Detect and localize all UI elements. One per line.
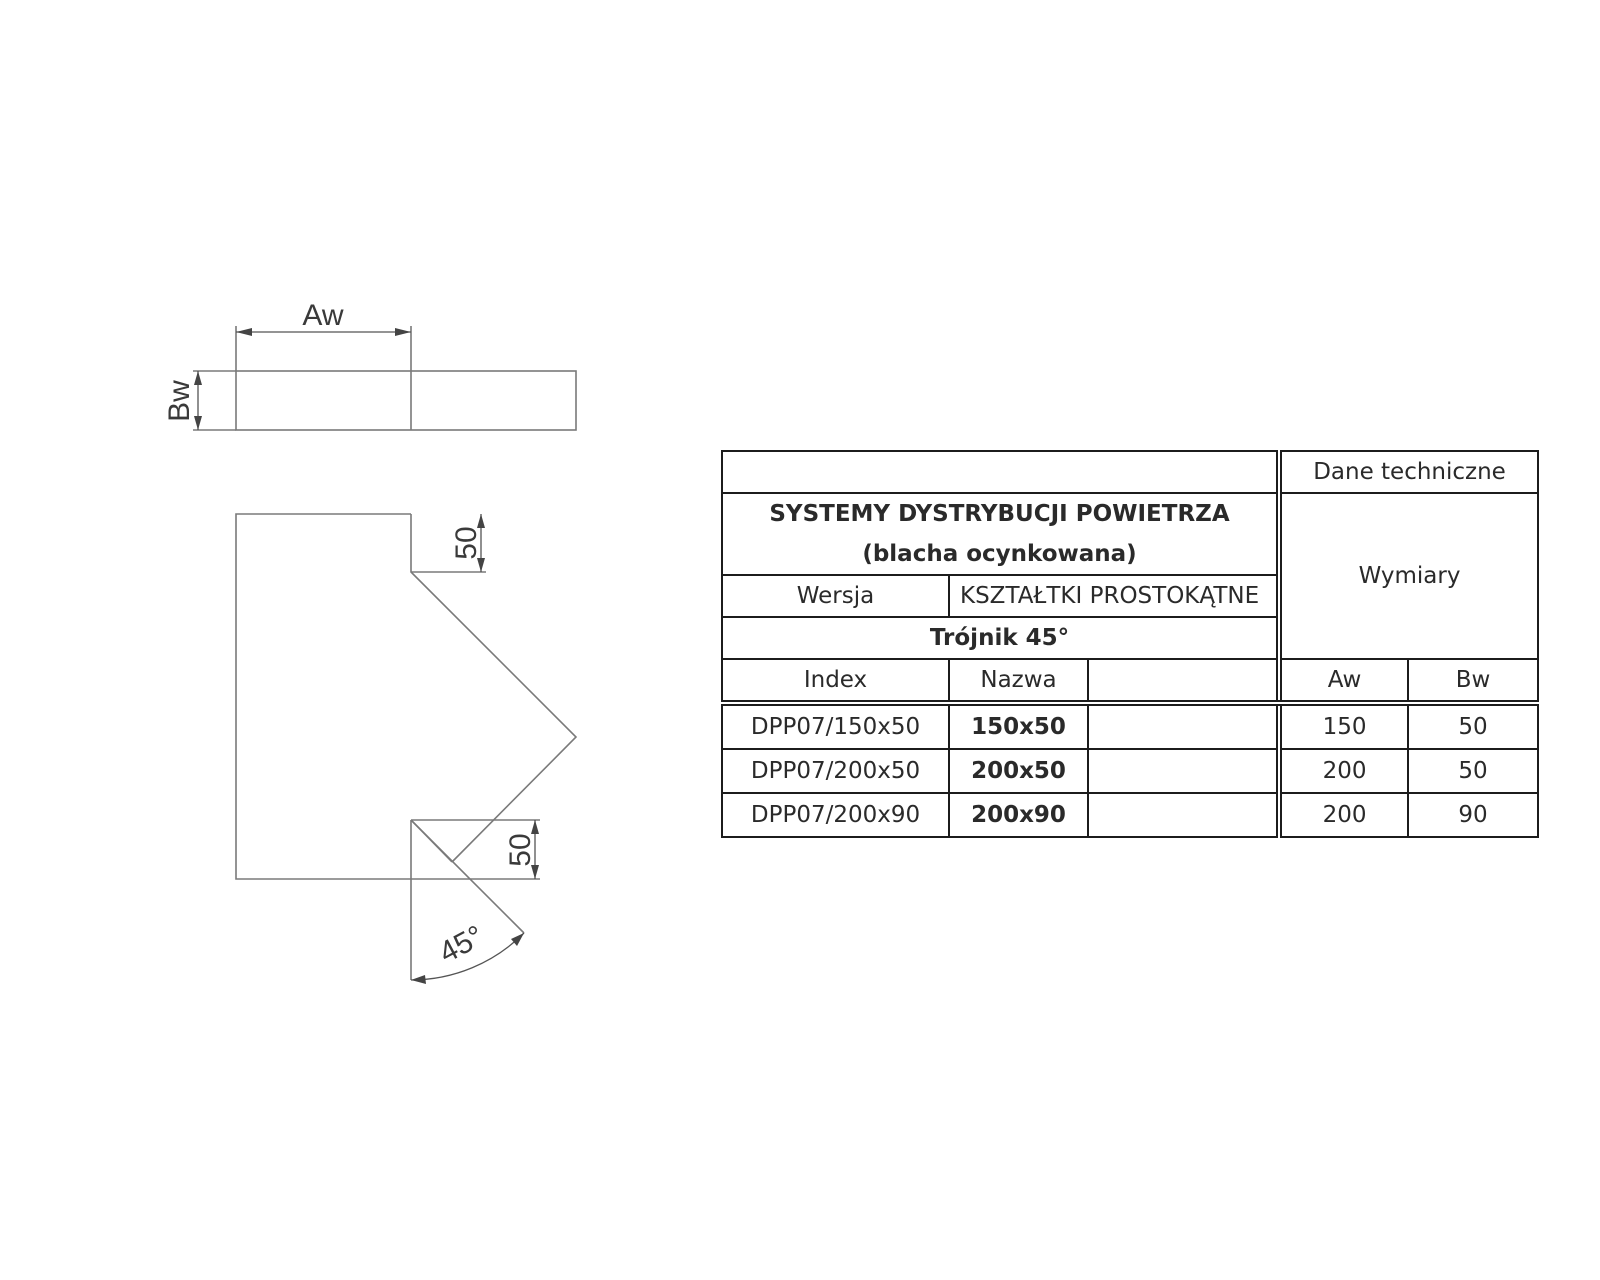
version-label: Wersja	[722, 575, 949, 617]
row-name: 200x50	[949, 749, 1088, 793]
row-aw: 200	[1279, 793, 1408, 837]
system-title-line2: (blacha ocynkowana)	[862, 541, 1137, 567]
top-view-outline	[236, 371, 576, 430]
row-name: 150x50	[949, 703, 1088, 749]
table-row	[722, 749, 1538, 793]
row-aw: 200	[1279, 749, 1408, 793]
bw-label: Bw	[163, 380, 196, 422]
column-header-row	[722, 659, 1538, 703]
system-title-line1: SYSTEMY DYSTRYBUCJI POWIETRZA	[769, 501, 1230, 527]
dimensions-header: Wymiary	[1279, 493, 1538, 659]
technical-drawing	[0, 0, 640, 1100]
row-bw: 90	[1408, 793, 1538, 837]
lower-offset-arrow-top	[531, 820, 539, 834]
row-index: DPP07/200x50	[722, 749, 949, 793]
angle-arrow-start	[411, 975, 426, 984]
upper-offset-label: 50	[449, 526, 483, 560]
aw-arrow-left	[236, 328, 252, 336]
column-header-blank	[1088, 659, 1279, 703]
angle-arrow-end	[511, 933, 524, 946]
side-view	[236, 514, 576, 984]
column-header-name: Nazwa	[949, 659, 1088, 703]
table-row	[722, 793, 1538, 837]
version-value: KSZTAŁTKI PROSTOKĄTNE	[949, 575, 1279, 617]
product-name: Trójnik 45°	[722, 617, 1279, 659]
branch-outline-upper	[411, 514, 576, 862]
column-header-bw: Bw	[1408, 659, 1538, 703]
system-title	[722, 493, 1279, 575]
row-blank	[1088, 703, 1279, 749]
system-title-row	[722, 493, 1538, 575]
row-blank	[1088, 749, 1279, 793]
tech-data-header: Dane techniczne	[1279, 451, 1538, 493]
aw-label: Aw	[302, 299, 344, 332]
aw-arrow-right	[395, 328, 411, 336]
main-duct-outline	[236, 514, 411, 879]
table-header-row	[722, 451, 1538, 493]
table-row	[722, 703, 1538, 749]
row-index: DPP07/150x50	[722, 703, 949, 749]
row-name: 200x90	[949, 793, 1088, 837]
spec-table	[721, 450, 1539, 838]
column-header-aw: Aw	[1279, 659, 1408, 703]
row-blank	[1088, 793, 1279, 837]
angle-label: 45°	[433, 919, 490, 970]
row-bw: 50	[1408, 749, 1538, 793]
upper-offset-arrow-top	[477, 514, 485, 528]
row-aw: 150	[1279, 703, 1408, 749]
row-index: DPP07/200x90	[722, 793, 949, 837]
top-view	[163, 299, 576, 430]
row-bw: 50	[1408, 703, 1538, 749]
empty-header-cell	[722, 451, 1279, 493]
column-header-index: Index	[722, 659, 949, 703]
lower-offset-label: 50	[503, 833, 537, 867]
